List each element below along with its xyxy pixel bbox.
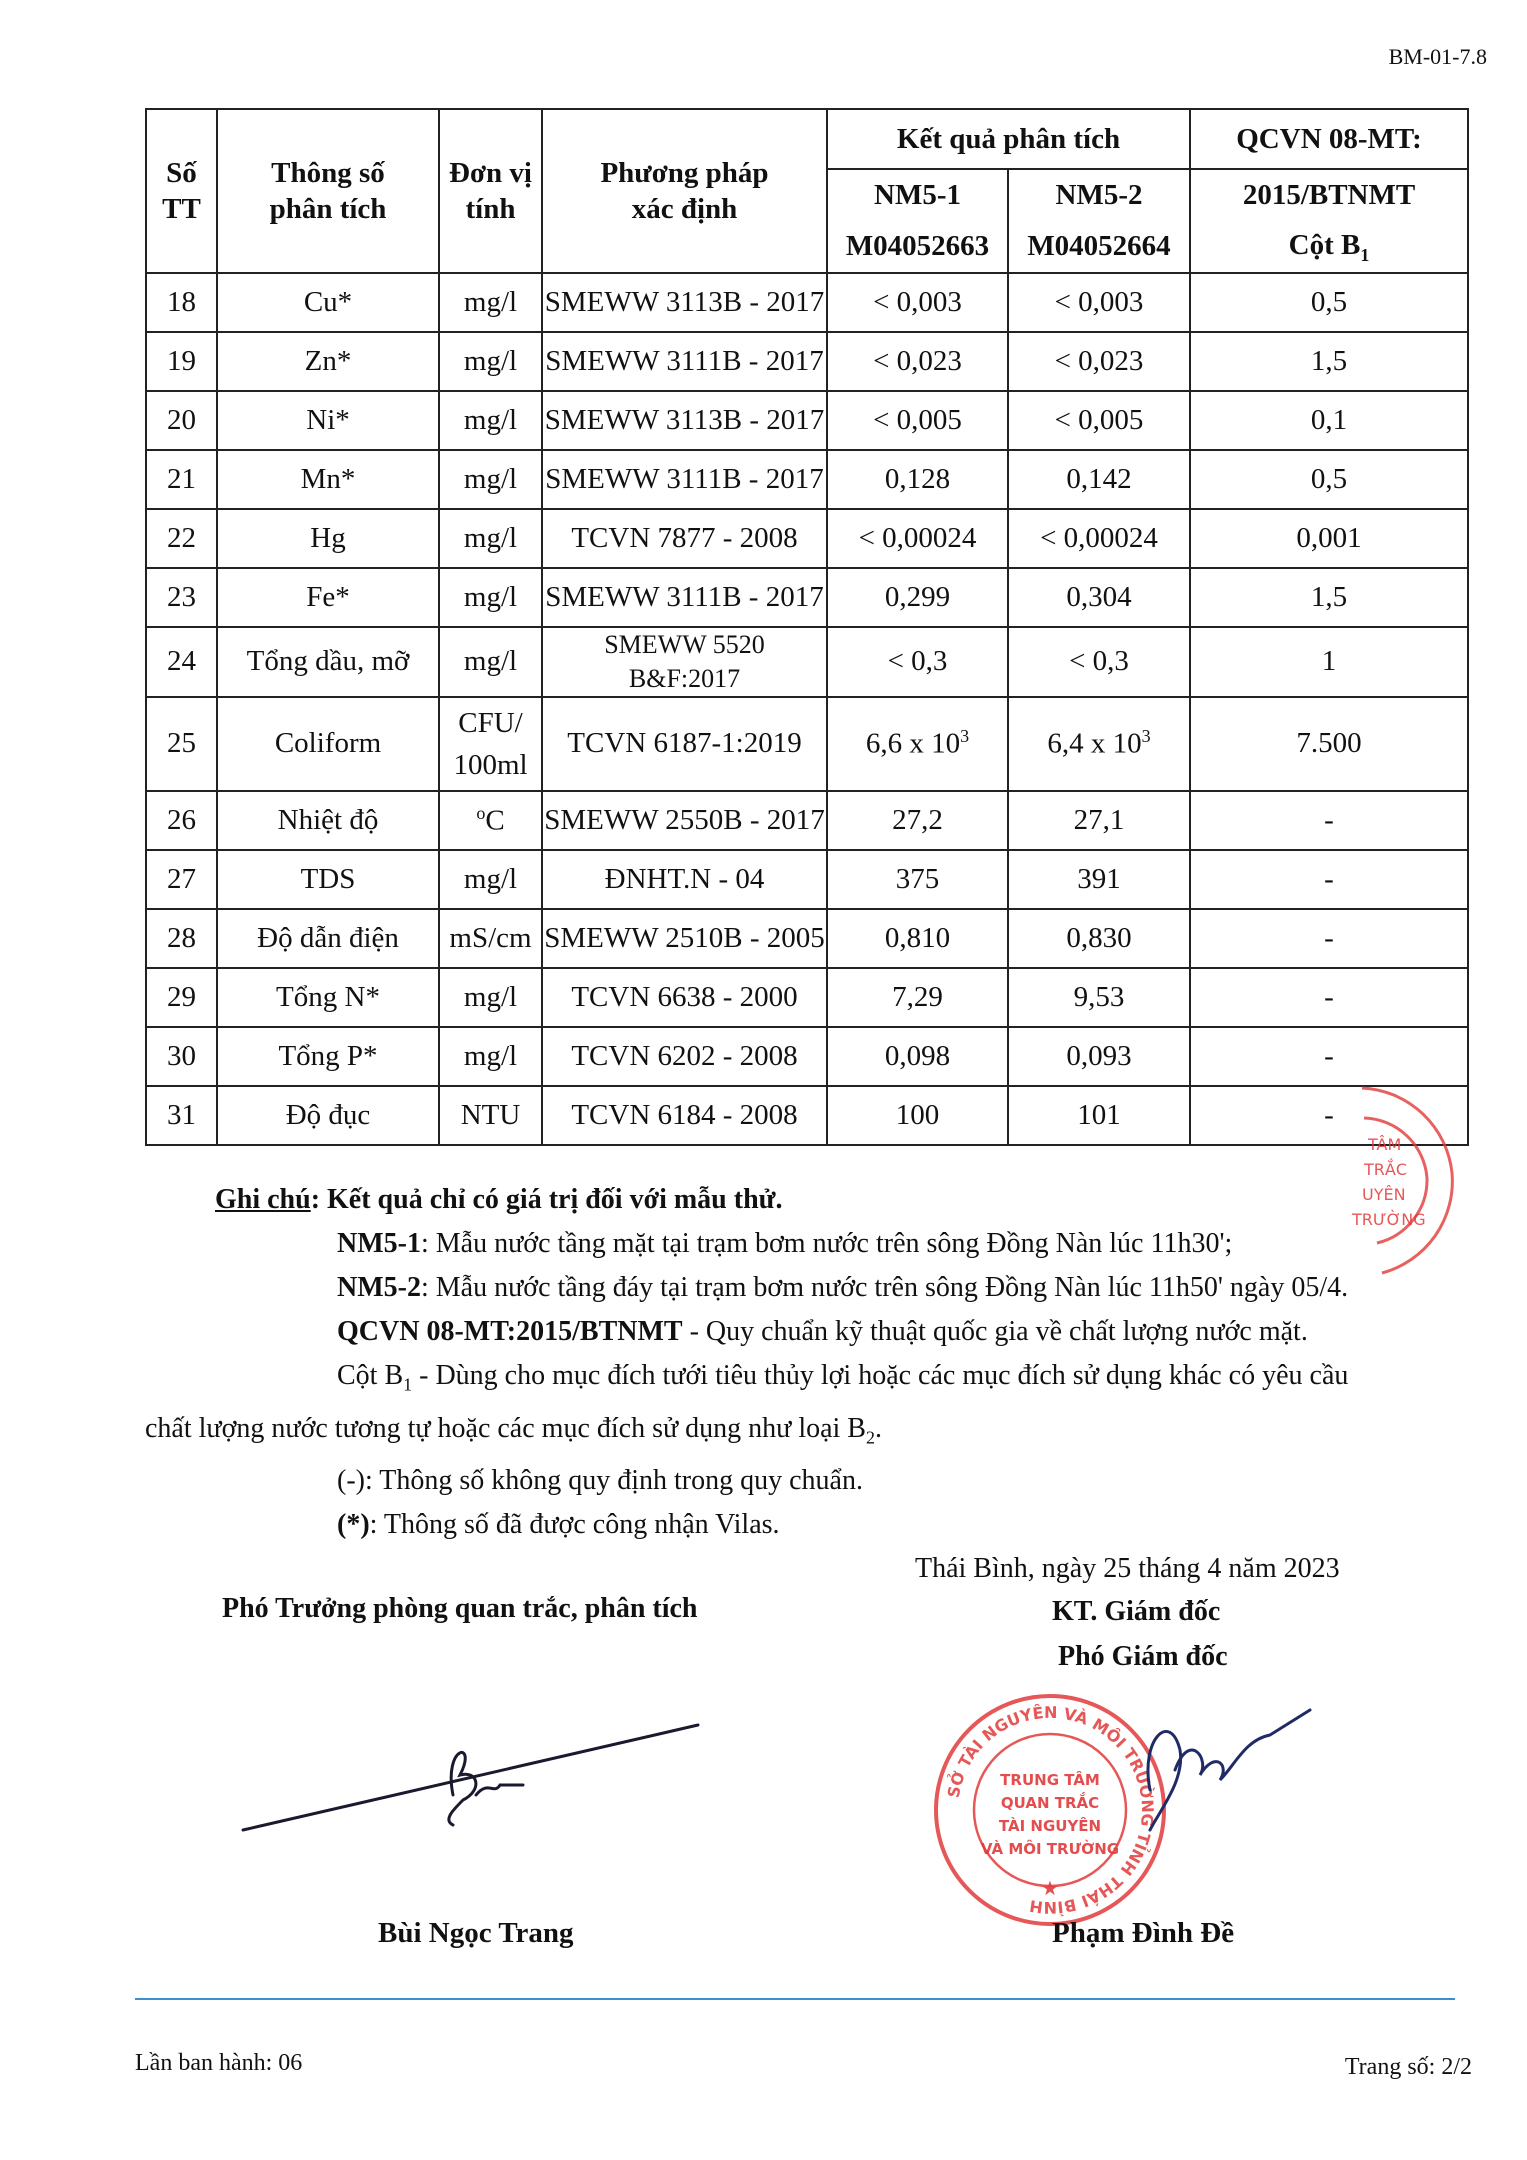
cell-result-1: < 0,3 — [827, 627, 1008, 697]
cell-param: Độ đục — [217, 1086, 439, 1145]
table-row — [146, 568, 1468, 627]
cell-result-2: < 0,003 — [1008, 273, 1190, 332]
header-sample2-code: M04052664 — [1008, 221, 1190, 273]
svg-text:TÂM: TÂM — [1368, 1135, 1402, 1154]
cell-unit: mg/l — [439, 850, 542, 909]
table-row — [146, 697, 1468, 791]
svg-text:★: ★ — [1041, 1878, 1059, 1900]
svg-text:VÀ MÔI TRƯỜNG: VÀ MÔI TRƯỜNG — [980, 1840, 1120, 1858]
cell-std: 0,5 — [1190, 450, 1468, 509]
cell-result-1: 100 — [827, 1086, 1008, 1145]
cell-stt: 26 — [146, 791, 217, 850]
right-signature — [1120, 1680, 1320, 1840]
note-lead: Ghi chú: Kết quả chỉ có giá trị đối với mẫu thử. — [215, 1184, 783, 1215]
cell-std: 0,001 — [1190, 509, 1468, 568]
cell-result-2: 27,1 — [1008, 791, 1190, 850]
cell-unit: mg/l — [439, 450, 542, 509]
cell-stt: 25 — [146, 697, 217, 791]
cell-stt: 31 — [146, 1086, 217, 1145]
header-std-line3: Cột $B_1$ — [1190, 221, 1468, 273]
cell-std: 0,1 — [1190, 391, 1468, 450]
cell-param: Cu* — [217, 273, 439, 332]
cell-param: Hg — [217, 509, 439, 568]
svg-text:TRUNG TÂM: TRUNG TÂM — [1000, 1771, 1100, 1789]
cell-method: TCVN 6187-1:2019 — [542, 697, 827, 791]
svg-text:QUAN TRẮC: QUAN TRẮC — [1000, 1794, 1100, 1812]
cell-stt: 18 — [146, 273, 217, 332]
left-signature — [238, 1715, 718, 1855]
cell-unit: mg/l — [439, 627, 542, 697]
cell-unit: $^o$C — [439, 791, 542, 850]
cell-result-1: < 0,023 — [827, 332, 1008, 391]
cell-unit: mg/l — [439, 568, 542, 627]
cell-result-1: 6,6 x $10^3$ — [827, 697, 1008, 791]
cell-stt: 22 — [146, 509, 217, 568]
cell-result-2: 391 — [1008, 850, 1190, 909]
table-row — [146, 968, 1468, 1027]
cell-method: SMEWW 3111B - 2017 — [542, 450, 827, 509]
cell-std: 0,5 — [1190, 273, 1468, 332]
cell-param: Độ dẫn điện — [217, 909, 439, 968]
cell-param: Tổng N* — [217, 968, 439, 1027]
table-row — [146, 273, 1468, 332]
header-stt: Số TT — [146, 109, 217, 273]
footer-divider — [135, 1998, 1455, 2000]
cell-stt: 24 — [146, 627, 217, 697]
cell-method: SMEWW 3111B - 2017 — [542, 568, 827, 627]
header-std-line2: 2015/BTNMT — [1190, 169, 1468, 221]
table-row — [146, 332, 1468, 391]
cell-result-2: < 0,023 — [1008, 332, 1190, 391]
cell-result-2: < 0,3 — [1008, 627, 1190, 697]
form-code: BM-01-7.8 — [1388, 44, 1487, 69]
header-sample1: NM5-1 — [827, 169, 1008, 221]
header-method: Phương pháp xác định — [542, 109, 827, 273]
cell-method: TCVN 6184 - 2008 — [542, 1086, 827, 1145]
note-dash: (-): Thông số không quy định trong quy chuẩn. — [337, 1465, 863, 1497]
cell-result-1: 0,128 — [827, 450, 1008, 509]
cell-unit: mg/l — [439, 391, 542, 450]
table-row — [146, 1027, 1468, 1086]
cell-std: - — [1190, 909, 1468, 968]
cell-result-1: < 0,003 — [827, 273, 1008, 332]
cell-result-1: 7,29 — [827, 968, 1008, 1027]
cell-result-2: 0,093 — [1008, 1027, 1190, 1086]
cell-param: Tổng P* — [217, 1027, 439, 1086]
cell-result-1: < 0,00024 — [827, 509, 1008, 568]
cell-result-2: 101 — [1008, 1086, 1190, 1145]
table-row — [146, 509, 1468, 568]
cell-stt: 21 — [146, 450, 217, 509]
svg-text:UYÊN: UYÊN — [1362, 1185, 1406, 1204]
table-row — [146, 627, 1468, 697]
cell-stt: 29 — [146, 968, 217, 1027]
svg-text:TÀI NGUYÊN: TÀI NGUYÊN — [998, 1817, 1102, 1835]
header-sample1-code: M04052663 — [827, 221, 1008, 273]
table-row — [146, 791, 1468, 850]
cell-std: 1,5 — [1190, 568, 1468, 627]
note-star: (*): Thông số đã được công nhận Vilas. — [337, 1509, 780, 1541]
footer-page: Trang số: 2/2 — [1344, 2054, 1472, 2080]
table-row — [146, 391, 1468, 450]
cell-result-2: 0,142 — [1008, 450, 1190, 509]
cell-std: - — [1190, 1027, 1468, 1086]
cell-param: Mn* — [217, 450, 439, 509]
signature-date: Thái Bình, ngày 25 tháng 4 năm 2023 — [915, 1553, 1340, 1584]
cell-unit: CFU/ 100ml — [439, 697, 542, 791]
cell-unit: mS/cm — [439, 909, 542, 968]
cell-stt: 20 — [146, 391, 217, 450]
cell-method: TCVN 6638 - 2000 — [542, 968, 827, 1027]
cell-unit: mg/l — [439, 1027, 542, 1086]
table-row — [146, 850, 1468, 909]
cell-method: TCVN 6202 - 2008 — [542, 1027, 827, 1086]
cell-result-1: 0,810 — [827, 909, 1008, 968]
header-param: Thông số phân tích — [217, 109, 439, 273]
cell-stt: 23 — [146, 568, 217, 627]
table-row — [146, 1086, 1468, 1145]
cell-std: - — [1190, 1086, 1468, 1145]
note-col-b1: Cột $B_1$ - Dùng cho mục đích tưới tiêu thủy lợi hoặc các mục đích sử dụng khác có yêu cầu — [337, 1360, 1349, 1395]
cell-method: SMEWW 2510B - 2005 — [542, 909, 827, 968]
cell-method: SMEWW 3113B - 2017 — [542, 273, 827, 332]
cell-std: 7.500 — [1190, 697, 1468, 791]
cell-stt: 27 — [146, 850, 217, 909]
cell-unit: mg/l — [439, 509, 542, 568]
cell-result-1: 375 — [827, 850, 1008, 909]
cell-param: Tổng dầu, mỡ — [217, 627, 439, 697]
cell-std: - — [1190, 850, 1468, 909]
cell-result-1: 27,2 — [827, 791, 1008, 850]
table-row — [146, 909, 1468, 968]
note-col-b1-cont: chất lượng nước tương tự hoặc các mục đích sử dụng như loại $B_2$. — [145, 1412, 882, 1448]
cell-unit: NTU — [439, 1086, 542, 1145]
cell-method: TCVN 7877 - 2008 — [542, 509, 827, 568]
signature-left-title: Phó Trưởng phòng quan trắc, phân tích — [222, 1593, 698, 1624]
header-unit: Đơn vị tính — [439, 109, 542, 273]
cell-param: TDS — [217, 850, 439, 909]
signature-right-title-2: Phó Giám đốc — [1058, 1641, 1228, 1672]
cell-result-2: 0,304 — [1008, 568, 1190, 627]
note-nm5-2: NM5-2: Mẫu nước tầng đáy tại trạm bơm nước trên sông Đồng Nàn lúc 11h50' ngày 05/4. — [337, 1272, 1349, 1303]
svg-text:TRƯỜNG: TRƯỜNG — [1352, 1210, 1426, 1229]
table-row — [146, 450, 1468, 509]
cell-stt: 19 — [146, 332, 217, 391]
cell-result-2: 0,830 — [1008, 909, 1190, 968]
note-nm5-1: NM5-1: Mẫu nước tầng mặt tại trạm bơm nước trên sông Đồng Nàn lúc 11h30'; — [337, 1228, 1233, 1259]
svg-text:TRẮC: TRẮC — [1364, 1160, 1408, 1179]
cell-std: - — [1190, 791, 1468, 850]
results-table — [145, 108, 1469, 1146]
footer-issue: Lần ban hành: 06 — [135, 2050, 303, 2076]
cell-std: - — [1190, 968, 1468, 1027]
cell-param: Ni* — [217, 391, 439, 450]
cell-result-2: < 0,005 — [1008, 391, 1190, 450]
cell-method: SMEWW 2550B - 2017 — [542, 791, 827, 850]
cell-result-1: 0,299 — [827, 568, 1008, 627]
cell-stt: 28 — [146, 909, 217, 968]
cell-param: Zn* — [217, 332, 439, 391]
note-qcvn: QCVN 08-MT:2015/BTNMT - Quy chuẩn kỹ thuật quốc gia về chất lượng nước mặt. — [337, 1316, 1308, 1347]
cell-unit: mg/l — [439, 968, 542, 1027]
header-std-line1: QCVN 08-MT: — [1190, 109, 1468, 169]
cell-std: 1,5 — [1190, 332, 1468, 391]
cell-param: Fe* — [217, 568, 439, 627]
signer-right-name: Phạm Đình Đề — [1052, 1917, 1235, 1949]
cell-method: ĐNHT.N - 04 — [542, 850, 827, 909]
signer-left-name: Bùi Ngọc Trang — [378, 1917, 574, 1949]
header-result: Kết quả phân tích — [827, 109, 1190, 169]
cell-result-1: 0,098 — [827, 1027, 1008, 1086]
signature-right-title-1: KT. Giám đốc — [1052, 1596, 1221, 1627]
svg-text:SỞ TÀI NGUYÊN VÀ MÔI TRƯỜNG TỈ: SỞ TÀI NGUYÊN VÀ MÔI TRƯỜNG TỈNH THÁI BÌNH — [943, 1702, 1158, 1918]
cell-param: Nhiệt độ — [217, 791, 439, 850]
cell-std: 1 — [1190, 627, 1468, 697]
cell-result-2: 6,4 x $10^3$ — [1008, 697, 1190, 791]
cell-result-1: < 0,005 — [827, 391, 1008, 450]
cell-method: SMEWW 3111B - 2017 — [542, 332, 827, 391]
cell-result-2: < 0,00024 — [1008, 509, 1190, 568]
cell-method: SMEWW 3113B - 2017 — [542, 391, 827, 450]
cell-param: Coliform — [217, 697, 439, 791]
cell-stt: 30 — [146, 1027, 217, 1086]
cell-result-2: 9,53 — [1008, 968, 1190, 1027]
cell-unit: mg/l — [439, 273, 542, 332]
header-sample2: NM5-2 — [1008, 169, 1190, 221]
notes-section — [145, 1178, 1465, 1547]
cell-unit: mg/l — [439, 332, 542, 391]
cell-method: SMEWW 5520 B&F:2017 — [542, 627, 827, 697]
